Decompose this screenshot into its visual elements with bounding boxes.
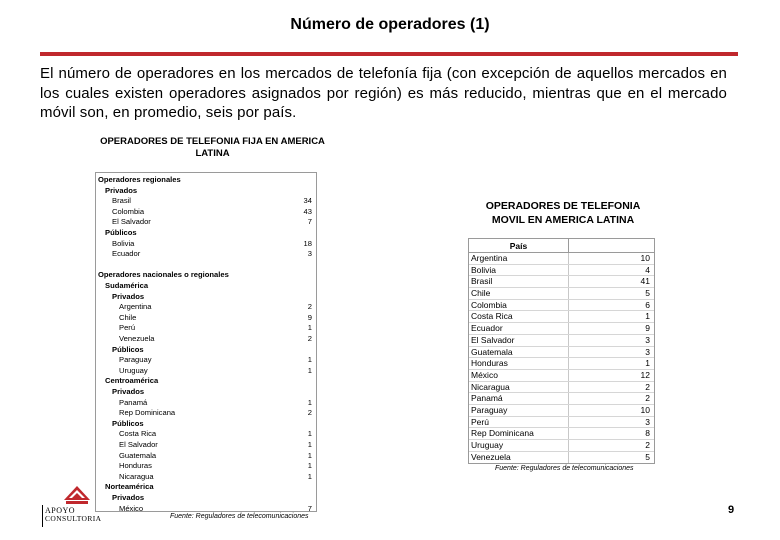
slide-title: Número de operadores (1) — [290, 16, 490, 33]
fija-row-value: 1 — [307, 471, 312, 481]
fija-row-label: Brasil — [112, 196, 131, 206]
movil-row — [469, 382, 654, 394]
movil-table-title: OPERADORES DE TELEFONIA MOVIL EN AMERICA LATINA — [485, 200, 641, 226]
fija-row-value: 9 — [307, 312, 312, 322]
movil-row-value: 2 — [645, 440, 650, 450]
movil-row-country: Chile — [469, 288, 569, 299]
movil-row-country: Colombia — [469, 300, 569, 311]
movil-row — [469, 428, 654, 440]
logo-divider — [42, 505, 43, 527]
movil-source: Fuente: Reguladores de telecomunicaciones — [495, 465, 634, 472]
movil-row — [469, 347, 654, 359]
fija-row-label: Norteamérica — [105, 482, 154, 492]
fija-row-label: Públicos — [105, 228, 137, 237]
fija-row-label: Argentina — [119, 302, 152, 312]
fija-row-value: 1 — [307, 323, 312, 333]
movil-row-country: Uruguay — [469, 440, 569, 451]
fija-row — [96, 408, 316, 419]
fija-row-label: Operadores regionales — [98, 175, 181, 184]
fija-row-label: Uruguay — [119, 365, 148, 375]
movil-row-country: Costa Rica — [469, 311, 569, 322]
movil-row — [469, 358, 654, 370]
fija-row-label: Perú — [119, 323, 136, 333]
fija-row-label: Centroamérica — [105, 376, 159, 386]
movil-row — [469, 300, 654, 312]
fija-row-label: Operadores nacionales o regionales — [98, 270, 229, 280]
fija-row-value: 7 — [307, 503, 312, 513]
page-number: 9 — [728, 504, 735, 516]
fija-row-value: 2 — [307, 302, 312, 312]
fija-row-label: Sudamérica — [105, 281, 149, 290]
logo-text-consultoria: CONSULTORIA — [45, 514, 102, 523]
fija-row — [96, 270, 316, 281]
movil-row-country: Bolivia — [469, 265, 569, 276]
movil-row — [469, 253, 654, 265]
fija-row — [96, 196, 316, 207]
movil-row — [469, 452, 654, 464]
movil-row-country: Ecuador — [469, 323, 569, 334]
fija-row — [96, 228, 316, 239]
movil-row — [469, 370, 654, 382]
fija-row-value: 7 — [307, 217, 312, 227]
fija-table — [95, 172, 317, 512]
logo-text-apoyo: APOYO — [45, 506, 76, 515]
movil-row-value: 3 — [645, 416, 650, 427]
movil-row-country: Brasil — [469, 276, 569, 287]
fija-row-label: Costa Rica — [119, 429, 157, 439]
fija-row-value: 1 — [307, 429, 312, 439]
fija-row — [96, 376, 316, 387]
movil-row-country: Venezuela — [469, 452, 569, 464]
fija-row-label: Privados — [112, 387, 145, 396]
movil-row-value: 9 — [645, 323, 650, 334]
movil-row-value: 3 — [645, 346, 650, 357]
fija-row — [96, 472, 316, 483]
movil-row-value: 10 — [640, 253, 650, 263]
fija-row — [96, 281, 316, 292]
movil-row — [469, 335, 654, 347]
fija-table-title: OPERADORES DE TELEFONIA FIJA EN AMERICA LATINA — [100, 136, 325, 159]
movil-row — [469, 440, 654, 452]
fija-row-label: Guatemala — [119, 450, 157, 460]
fija-row — [96, 366, 316, 377]
movil-row-value: 12 — [640, 369, 650, 380]
fija-row-label: Colombia — [112, 206, 145, 216]
movil-row-value: 1 — [645, 311, 650, 322]
fija-row-value: 3 — [307, 249, 312, 259]
fija-row — [96, 175, 316, 186]
movil-row-value: 41 — [640, 276, 650, 287]
movil-row-value: 2 — [645, 381, 650, 392]
fija-row-label: México — [119, 503, 144, 513]
movil-row-value: 10 — [640, 404, 650, 415]
movil-row-value: 6 — [645, 299, 650, 310]
fija-row — [96, 292, 316, 303]
movil-row — [469, 311, 654, 323]
fija-row — [96, 334, 316, 345]
fija-row-label: El Salvador — [119, 440, 158, 449]
fija-row-value: 2 — [307, 408, 312, 418]
movil-row-country: Argentina — [469, 253, 569, 264]
fija-row-label: Chile — [119, 312, 137, 322]
movil-row-country: El Salvador — [469, 335, 569, 346]
fija-row-label: Privados — [112, 493, 145, 502]
fija-row-value: 34 — [303, 196, 312, 206]
movil-row-country: Rep Dominicana — [469, 428, 569, 439]
fija-row — [96, 302, 316, 313]
fija-row — [96, 260, 316, 271]
fija-row-value: 1 — [307, 397, 312, 407]
movil-row-value: 2 — [645, 393, 650, 404]
fija-row — [96, 249, 316, 260]
movil-header-country: País — [469, 239, 569, 252]
fija-row — [96, 451, 316, 462]
fija-row-value: 1 — [307, 450, 312, 460]
movil-row — [469, 323, 654, 335]
title-rule — [40, 52, 738, 56]
movil-row-value: 3 — [645, 334, 650, 345]
fija-row-value: 1 — [307, 440, 312, 449]
movil-row-country: Paraguay — [469, 405, 569, 416]
movil-row-value: 8 — [645, 428, 650, 439]
movil-row — [469, 393, 654, 405]
fija-row — [96, 186, 316, 197]
movil-table-header — [469, 239, 654, 253]
fija-row — [96, 387, 316, 398]
fija-row-label: Panamá — [119, 397, 148, 407]
fija-row-value: 1 — [307, 365, 312, 375]
fija-row — [96, 313, 316, 324]
fija-row-label: Rep Dominicana — [119, 408, 176, 418]
fija-row-label: Privados — [105, 185, 138, 195]
fija-row — [96, 207, 316, 218]
movil-row — [469, 417, 654, 429]
movil-row-country: Perú — [469, 417, 569, 428]
fija-row-value: 43 — [303, 206, 312, 216]
fija-row-label: Honduras — [119, 461, 152, 471]
fija-row — [96, 217, 316, 228]
fija-row-label: Públicos — [112, 344, 144, 354]
fija-row-label: Públicos — [112, 418, 144, 428]
fija-row-label: Paraguay — [119, 355, 152, 365]
fija-row-value: 1 — [307, 355, 312, 365]
fija-row-label: Nicaragua — [119, 471, 154, 481]
fija-row — [96, 419, 316, 430]
fija-source: Fuente: Reguladores de telecomunicaciones — [170, 513, 309, 520]
movil-row-country: México — [469, 370, 569, 381]
fija-row-value: 2 — [307, 334, 312, 343]
fija-row — [96, 493, 316, 504]
fija-row — [96, 440, 316, 451]
fija-row-label: Venezuela — [119, 334, 155, 343]
fija-row-label: Ecuador — [112, 249, 141, 259]
movil-row — [469, 265, 654, 277]
fija-row — [96, 355, 316, 366]
movil-row-value: 5 — [645, 451, 650, 462]
fija-row — [96, 398, 316, 409]
fija-row — [96, 323, 316, 334]
fija-row — [96, 345, 316, 356]
movil-row-country: Honduras — [469, 358, 569, 369]
movil-row — [469, 405, 654, 417]
movil-row-country: Nicaragua — [469, 382, 569, 393]
movil-row-value: 1 — [645, 358, 650, 369]
fija-row — [96, 461, 316, 472]
fija-row-value: 1 — [307, 461, 312, 471]
movil-row-country: Panamá — [469, 393, 569, 404]
movil-row-value: 4 — [645, 264, 650, 275]
movil-row-country: Guatemala — [469, 347, 569, 358]
fija-row-label: Bolivia — [112, 238, 135, 248]
movil-row — [469, 288, 654, 300]
fija-row-value: 18 — [303, 238, 312, 248]
movil-table — [468, 238, 655, 464]
movil-row — [469, 276, 654, 288]
fija-row — [96, 239, 316, 250]
fija-row-label: Privados — [112, 291, 145, 301]
movil-row-value: 5 — [645, 288, 650, 299]
intro-paragraph: El número de operadores en los mercados de telefonía fija (con excepción de aquellos mercados en los cuales existen operadores asignados por región) es más reducido, mientras que en el mercado móvil son, en promedio, seis por país. — [40, 65, 727, 121]
fija-row-label: El Salvador — [112, 217, 151, 227]
fija-row — [96, 429, 316, 440]
fija-row — [96, 482, 316, 493]
